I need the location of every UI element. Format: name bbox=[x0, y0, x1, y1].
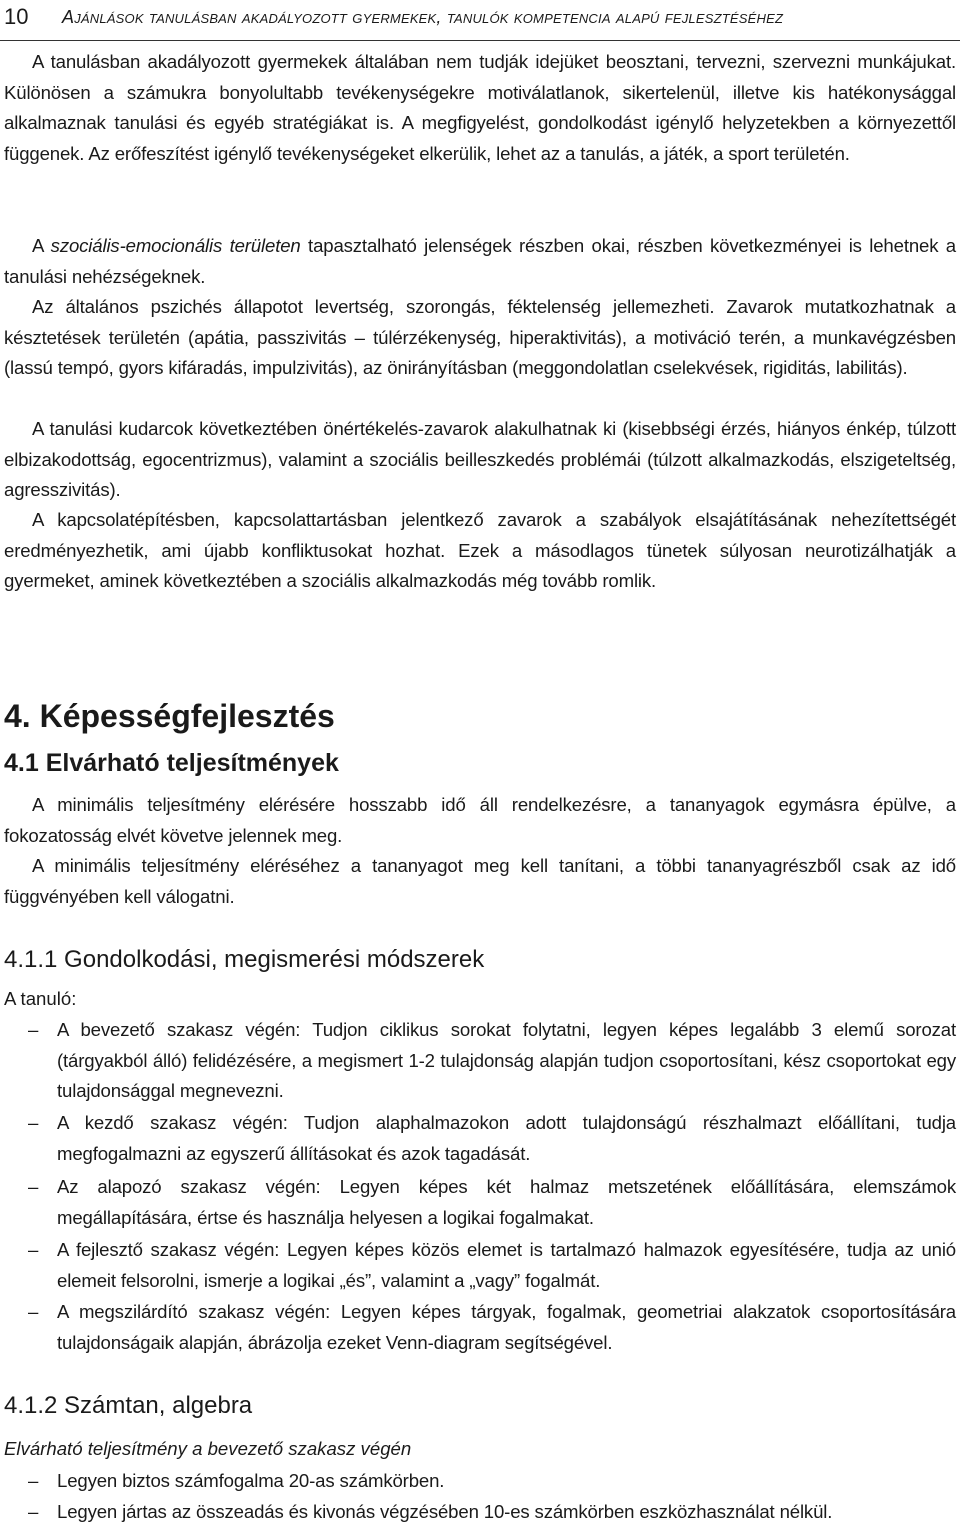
text-run: A bbox=[32, 235, 51, 256]
dash-bullet: – bbox=[28, 1112, 39, 1133]
paragraph: A tanulásban akadályozott gyermekek általában nem tudják idejüket beosztani, tervezni, szervezni munkájukat. Különösen a számukra bonyolultabb tevékenységekre motiválatlanok, sikertelenül, illetve kis hatékonysággal alkalmaznak tanulási és egyéb stratégiákat is. A megfigyelést, gondolkodást igénylő helyzetekben a környezettől függenek. Az erőfeszítést igénylő tevékenységeket elkerülik, lehet az a tanulás, a játék, a sport területén. bbox=[4, 51, 956, 164]
subsection-heading: 4.1 Elvárható teljesítmények bbox=[4, 749, 339, 777]
page-number: 10 bbox=[4, 4, 29, 29]
paragraph: A tanulási kudarcok következtében önértékelés-zavarok alakulhatnak ki (kisebbségi érzés, hiányos énkép, túlzott elbizakodottság, egocentrizmus), valamint a szociális beilleszkedés problémái (túlzott alkalmazkodás, elszigeteltség, agresszivitás). bbox=[4, 418, 956, 500]
paragraph bbox=[4, 231, 956, 292]
paragraph: A minimális teljesítmény eléréséhez a tananyagot meg kell tanítani, a többi tananyagrészből csak az idő függvényében kell válogatni. bbox=[4, 855, 956, 907]
list-item-text: Az alapozó szakasz végén: Legyen képes két halmaz metszetének előállítására, elemszámok megállapítására, értse és használja helyesen a logikai fogalmakat. bbox=[57, 1176, 956, 1228]
list-item-text: A bevezető szakasz végén: Tudjon ciklikus sorokat folytatni, legyen képes legalább 3 elemű sorozat (tárgyakból álló) felidézésére, a megismert 1-2 tulajdonság alapján tudjon csoportosítani, kész csoportokat egy tulajdonsággal megnevezni. bbox=[57, 1019, 956, 1101]
paragraph: A minimális teljesítmény elérésére hosszabb idő áll rendelkezésre, a tananyagok egymásra épülve, a fokozatosság elvét követve jelennek meg. bbox=[4, 794, 956, 846]
paragraph: A kapcsolatépítésben, kapcsolattartásban jelentkező zavarok a szabályok elsajátításának nehezítettségét eredményezhetik, ami újabb konfliktusokat hozhat. Ezek a másodlagos tünetek súlyosan neurotizálhatják a gyermeket, aminek következtében a szociális alkalmazkodás még tovább romlik. bbox=[4, 509, 956, 591]
subsubsection-heading: 4.1.2 Számtan, algebra bbox=[4, 1392, 253, 1419]
dash-bullet: – bbox=[28, 1501, 39, 1522]
subsubsection-heading: 4.1.1 Gondolkodási, megismerési módszerek bbox=[4, 946, 485, 973]
text-run: tapasztalható jelenségek részben okai, részben következményei is lehetnek a tanulási nehézségeknek. bbox=[4, 235, 956, 287]
dash-bullet: – bbox=[28, 1239, 39, 1260]
list-intro-label: A tanuló: bbox=[4, 988, 77, 1009]
dash-bullet: – bbox=[28, 1019, 39, 1040]
dash-bullet: – bbox=[28, 1301, 39, 1322]
list-item-text: A kezdő szakasz végén: Tudjon alaphalmazokon adott tulajdonságú részhalmazt előállítani, tudja megfogalmazni az egyszerű állításokat és azok tagadását. bbox=[57, 1112, 956, 1164]
section-heading: 4. Képességfejlesztés bbox=[4, 698, 335, 734]
list-item-text: A megszilárdító szakasz végén: Legyen képes tárgyak, fogalmak, geometriai alakzatok csoportosítására tulajdonságaik alapján, ábrázolja ezeket Venn-diagram segítségével. bbox=[57, 1301, 956, 1353]
list-intro-label: Elvárható teljesítmény a bevezető szakasz végén bbox=[4, 1438, 412, 1459]
running-title: Ajánlások tanulásban akadályozott gyermekek, tanulók kompetencia alapú fejlesztéséhez bbox=[62, 7, 784, 27]
emphasis-text: szociális-emocionális területen bbox=[50, 235, 301, 256]
dash-bullet: – bbox=[28, 1470, 39, 1491]
list-item-text: A fejlesztő szakasz végén: Legyen képes közös elemet is tartalmazó halmazok egyesítésére, tudja az unió elemeit felsorolni, ismerje a logikai „és”, valamint a „vagy” fogalmát. bbox=[57, 1239, 956, 1291]
list-item-text: Legyen jártas az összeadás és kivonás végzésében 10-es számkörben eszközhasználat nélkül. bbox=[57, 1501, 833, 1522]
dash-bullet: – bbox=[28, 1176, 39, 1197]
paragraph: Az általános pszichés állapotot levertség, szorongás, féktelenség jellemezheti. Zavarok mutatkozhatnak a késztetések területén (apátia, passzivitás – túlérzékenység, hiperaktivitás), a motiváció terén, a munkavégzésben (lassú tempó, gyors kifáradás, impulzivitás), az önirányításban (meggondolatlan cselekvések, rigiditás, labilitás). bbox=[4, 296, 956, 378]
page-header bbox=[0, 0, 960, 41]
list-item-text: Legyen biztos számfogalma 20-as számkörben. bbox=[57, 1470, 445, 1491]
